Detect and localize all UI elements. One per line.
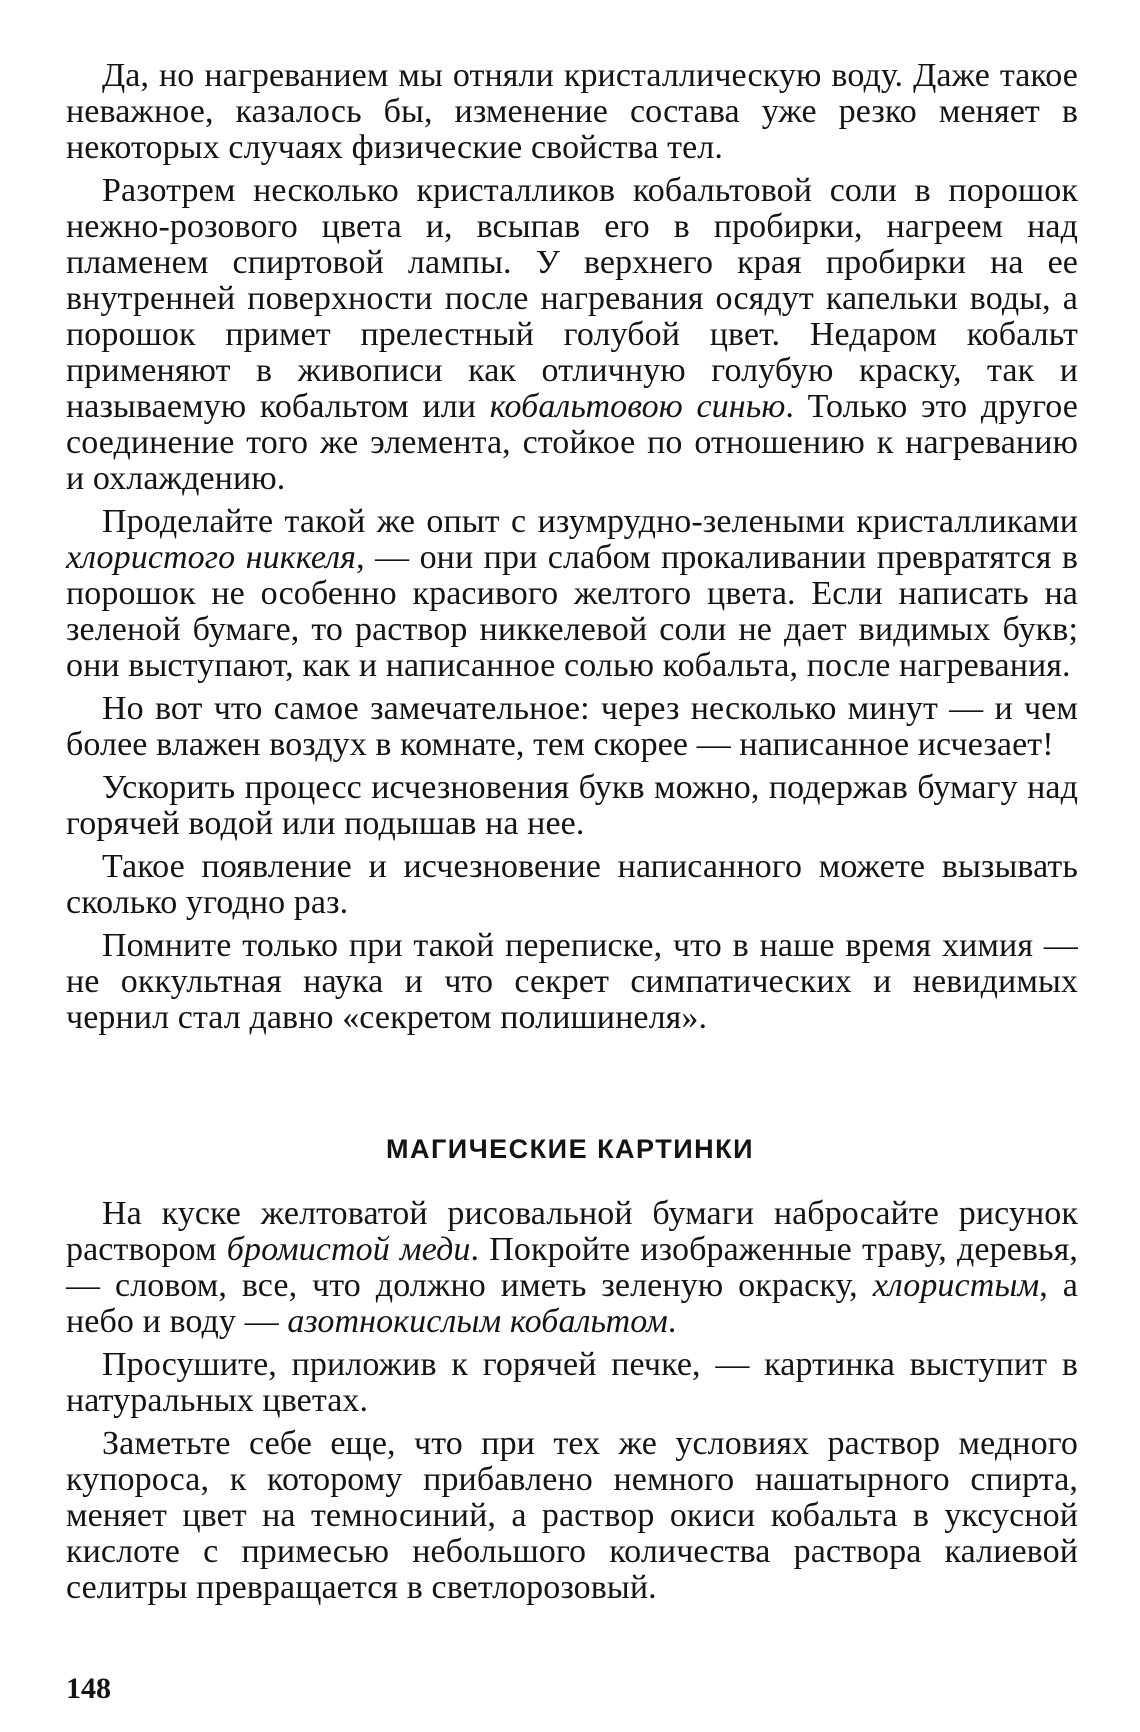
text-run: , — они при слабом прокаливании превратятся в порошок не особенно красивого желтого цвета. Если написать на зеленой бумаге, то раствор никкелевой соли не дает видимых букв; они выступают, как и написанное солью кобальта, после нагревания.	[66, 539, 1078, 684]
section-heading: МАГИЧЕСКИЕ КАРТИНКИ	[386, 1134, 754, 1164]
paragraph	[66, 928, 1078, 1036]
text-run: Но вот что самое замечательное: через несколько минут — и чем более влажен воздух в комнате, тем скорее — написанное исчезает!	[66, 690, 1078, 763]
text-run: Да, но нагреванием мы отняли кристаллическую воду. Даже такое неважное, казалось бы, изменение состава уже резко меняет в некоторых случаях физические свойства тел.	[66, 57, 1078, 166]
text-run: Ускорить процесс исчезновения букв можно, подержав бумагу над горячей водой или подышав на нее.	[66, 769, 1078, 842]
italic-term: хлористого никкеля	[66, 539, 357, 576]
paragraph	[66, 173, 1078, 497]
text-run: Заметьте себе еще, что при тех же условиях раствор медного купороса, к которому прибавлено немного нашатырного спирта, меняет цвет на темносиний, а раствор окиси кобальта в уксусной кислоте с примесью небольшого количества раствора калиевой селитры превращается в светлорозовый.	[66, 1425, 1078, 1606]
body-text-section-2	[66, 1196, 1078, 1613]
italic-term: кобальтовою синью	[489, 388, 786, 425]
paragraph	[66, 58, 1078, 166]
text-run: Разотрем несколько кристалликов кобальтовой соли в порошок нежно-розового цвета и, всыпав его в пробирки, нагреем над пламенем спиртовой лампы. У верхнего края пробирки на ее внутренней поверхности после нагревания осядут капельки воды, а порошок примет прелестный голубой цвет. Недаром кобальт применяют в живописи как отличную голубую краску, так и называемую кобальтом или	[66, 172, 1078, 425]
text-run: , а небо и воду —	[66, 1267, 1078, 1340]
text-run: . Только это другое соединение того же элемента, стойкое по отношению к нагреванию и охлаждению.	[66, 388, 1078, 497]
paragraph	[66, 770, 1078, 842]
text-run: . Покройте изображенные траву, деревья, — словом, все, что должно иметь зеленую окраску,	[66, 1231, 1078, 1304]
text-run: .	[667, 1303, 677, 1340]
paragraph	[66, 1196, 1078, 1340]
italic-term: азотнокислым кобальтом	[287, 1303, 668, 1340]
paragraph	[66, 1347, 1078, 1419]
paragraph	[66, 504, 1078, 684]
paragraph	[66, 849, 1078, 921]
italic-term: бромистой меди	[226, 1231, 471, 1268]
text-run: Помните только при такой переписке, что в наше время химия — не оккультная наука и что секрет симпатических и невидимых чернил стал давно «секретом полишинеля».	[66, 927, 1078, 1036]
body-text-section-1	[66, 58, 1078, 1043]
text-run: На куске желтоватой рисовальной бумаги набросайте рисунок раствором	[66, 1195, 1078, 1268]
paragraph	[66, 691, 1078, 763]
page-number: 148	[66, 1672, 111, 1705]
paragraph	[66, 1426, 1078, 1606]
text-run: Проделайте такой же опыт с изумрудно-зелеными кристалликами	[102, 503, 1078, 540]
italic-term: хлористым	[872, 1267, 1040, 1304]
text-run: Такое появление и исчезновение написанного можете вызывать сколько угодно раз.	[66, 848, 1078, 921]
text-run: Просушите, приложив к горячей печке, — картинка выступит в натуральных цветах.	[66, 1346, 1078, 1419]
